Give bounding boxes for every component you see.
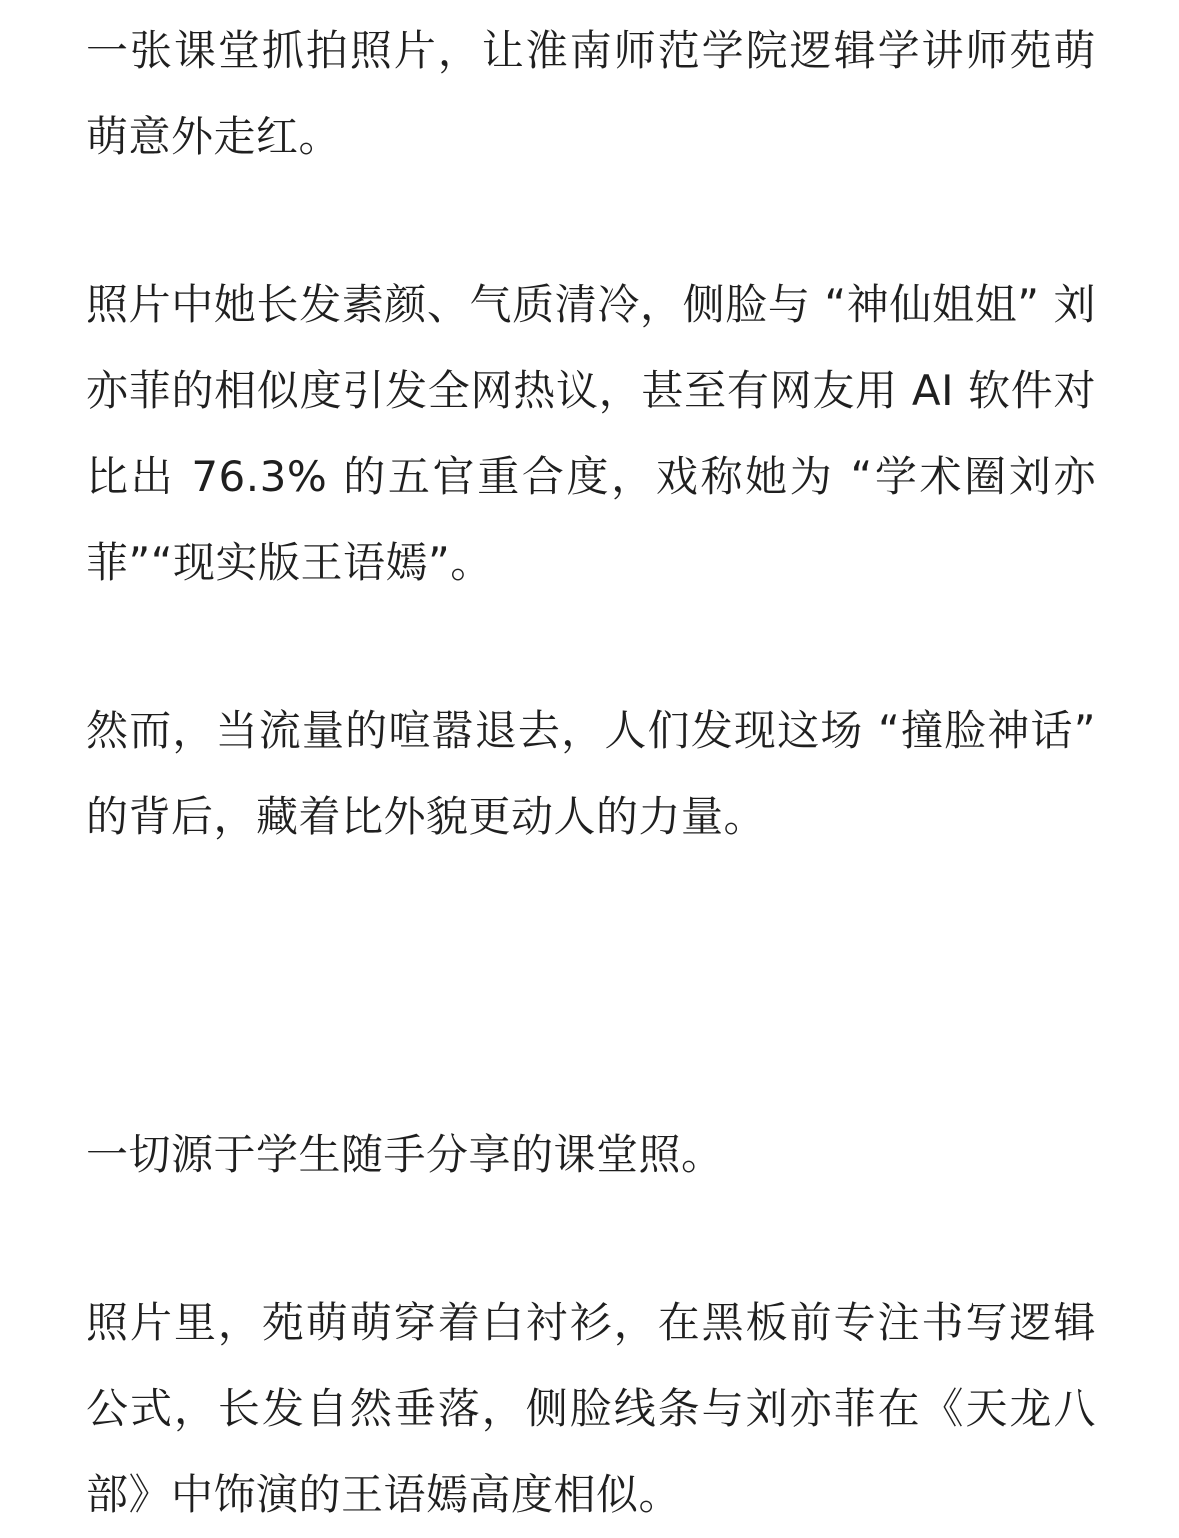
paragraph-spacer <box>86 180 1096 262</box>
paragraph: 一张课堂抓拍照片，让淮南师范学院逻辑学讲师苑萌萌意外走红。 <box>86 26 1096 161</box>
paragraph-spacer <box>86 1198 1096 1280</box>
paragraph: 照片中她长发素颜、气质清冷，侧脸与 “神仙姐姐” 刘亦菲的相似度引发全网热议，甚至有网友用 AI 软件对比出 76.3% 的五官重合度，戏称她为 “学术圈刘亦菲”“现实版王语嫣”。 <box>86 280 1096 587</box>
section-spacer <box>86 860 1096 1112</box>
paragraph: 然而，当流量的喧嚣退去，人们发现这场 “撞脸神话” 的背后，藏着比外貌更动人的力量。 <box>86 706 1096 841</box>
paragraph-spacer <box>86 606 1096 688</box>
paragraph: 一切源于学生随手分享的课堂照。 <box>86 1130 724 1179</box>
paragraph: 照片里，苑萌萌穿着白衬衫，在黑板前专注书写逻辑公式，长发自然垂落，侧脸线条与刘亦菲在《天龙八部》中饰演的王语嫣高度相似。 <box>86 1298 1096 1519</box>
article-body <box>86 8 1096 1538</box>
